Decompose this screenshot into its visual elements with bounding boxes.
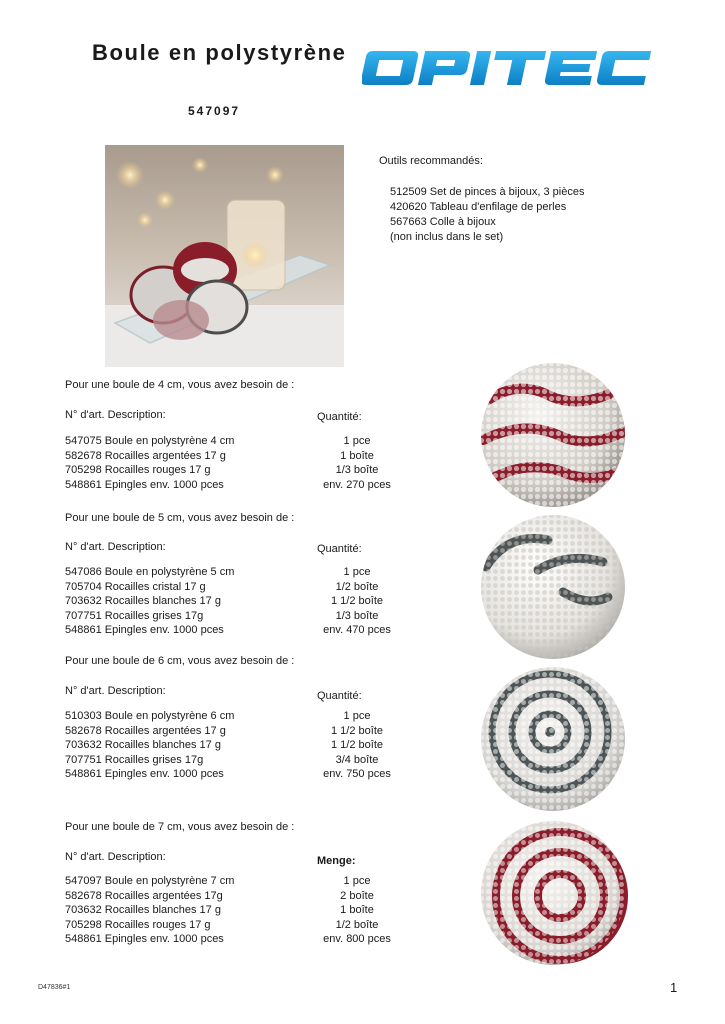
material-row: 703632 Rocailles blanches 17 g 1 boîte — [65, 904, 374, 916]
description-header: N° d'art. Description: — [65, 851, 166, 863]
quantity-header: Quantité: — [317, 411, 362, 423]
material-row: 548861 Epingles env. 1000 pces env. 750 pces — [65, 768, 391, 780]
material-row: 582678 Rocailles argentées 17 g 1 boîte — [65, 449, 374, 462]
material-row: 548861 Epingles env. 1000 pces env. 800 pces — [65, 933, 391, 945]
recommended-tools — [379, 154, 584, 245]
product-photo — [105, 145, 344, 367]
material-row: 703632 Rocailles blanches 17 g 1 1/2 boîte — [65, 739, 383, 751]
section-intro: Pour une boule de 5 cm, vous avez besoin de : — [65, 512, 295, 524]
quantity-header: Quantité: — [317, 543, 362, 555]
quantity-header: Quantité: — [317, 690, 362, 702]
tool-item: 420620 Tableau d'enfilage de perles — [390, 201, 567, 213]
quantity-header: Menge: — [317, 855, 356, 867]
material-row: 548861 Epingles env. 1000 pces env. 270 pces — [65, 478, 391, 491]
article-number: 547097 — [188, 104, 241, 118]
section-intro: Pour une boule de 7 cm, vous avez besoin de : — [65, 821, 295, 833]
document-id: D47836#1 — [38, 984, 71, 991]
ball-5cm-image — [478, 512, 628, 662]
ball-4cm-image — [478, 360, 628, 510]
tool-item: 567663 Colle à bijoux — [390, 216, 496, 228]
description-header: N° d'art. Description: — [65, 409, 166, 421]
material-row: 547075 Boule en polystyrène 4 cm 1 pce — [65, 435, 371, 447]
tools-title: Outils recommandés: — [379, 155, 483, 167]
document-title: Boule en polystyrène — [92, 40, 347, 65]
material-row: 548861 Epingles env. 1000 pces env. 470 pces — [65, 624, 391, 636]
material-row: 705298 Rocailles rouges 17 g 1/2 boîte — [65, 918, 379, 931]
material-row: 707751 Rocailles grises 17g 3/4 boîte — [65, 753, 379, 766]
tool-item: 512509 Set de pinces à bijoux, 3 pièces — [390, 186, 585, 198]
material-row: 582678 Rocailles argentées 17 g 1 1/2 boîte — [65, 724, 383, 737]
description-header: N° d'art. Description: — [65, 685, 166, 697]
ball-6cm-image — [478, 664, 628, 814]
material-row: 547086 Boule en polystyrène 5 cm 1 pce — [65, 566, 371, 578]
section-intro: Pour une boule de 6 cm, vous avez besoin de : — [65, 655, 295, 667]
material-row: 547097 Boule en polystyrène 7 cm 1 pce — [65, 875, 371, 887]
material-row: 705704 Rocailles cristal 17 g 1/2 boîte — [65, 580, 379, 593]
description-header: N° d'art. Description: — [65, 541, 166, 553]
material-row: 703632 Rocailles blanches 17 g 1 1/2 boîte — [65, 595, 383, 607]
material-row: 707751 Rocailles grises 17g 1/3 boîte — [65, 609, 379, 622]
material-row: 510303 Boule en polystyrène 6 cm 1 pce — [65, 710, 371, 722]
material-row: 705298 Rocailles rouges 17 g 1/3 boîte — [65, 464, 379, 476]
opitec-logo — [362, 47, 657, 89]
ball-7cm-image — [478, 818, 628, 968]
page-number: 1 — [670, 980, 678, 995]
material-row: 582678 Rocailles argentées 17g 2 boîte — [65, 889, 374, 902]
tool-item-note: (non inclus dans le set) — [390, 231, 504, 243]
section-intro: Pour une boule de 4 cm, vous avez besoin de : — [65, 379, 295, 391]
